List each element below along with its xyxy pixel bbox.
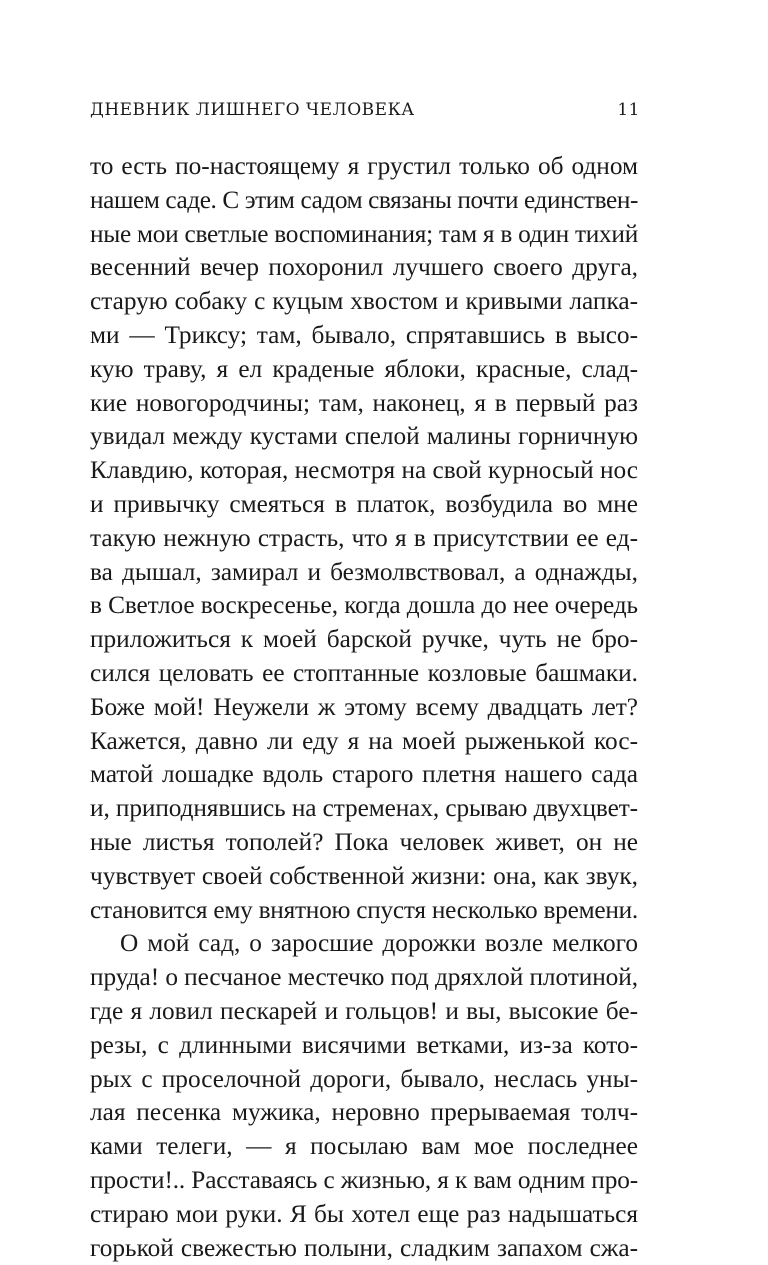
text-line: в Светлое воскресенье, когда дошла до нее очередь (90, 589, 638, 623)
text-line: чувствует своей собственной жизни: она, как звук, (90, 860, 638, 894)
text-line: рых с проселочной дороги, бывало, неслась уны- (90, 1063, 638, 1097)
text-line: прости!.. Расставаясь с жизнью, я к вам одним про- (90, 1164, 638, 1198)
text-line: старую собаку с куцым хвостом и кривыми лапка- (90, 285, 638, 319)
text-line: где я ловил пескарей и гольцов! и вы, высокие бе- (90, 995, 638, 1029)
text-line: сился целовать ее стоптанные козловые башмаки. (90, 657, 638, 691)
paragraph-1 (90, 150, 638, 927)
text-line: Боже мой! Неужели ж этому всему двадцать лет? (90, 691, 638, 725)
text-line: весенний вечер похоронил лучшего своего друга, (90, 251, 638, 285)
text-line: горькой свежестью полыни, сладким запахом сжа- (90, 1232, 638, 1265)
text-line: то есть по-настоящему я грустил только об одном (90, 150, 638, 184)
text-line: ва дышал, замирал и безмолвствовал, а однажды, (90, 556, 638, 590)
text-line: резы, с длинными висячими ветками, из-за кото- (90, 1029, 638, 1063)
body-text (90, 150, 638, 1265)
text-line: нашем саде. С этим садом связаны почти единствен- (90, 184, 638, 218)
text-line: Кажется, давно ли еду я на моей рыженькой кос- (90, 725, 638, 759)
text-line: ные мои светлые воспоминания; там я в один тихий (90, 218, 638, 252)
book-title: ДНЕВНИК ЛИШНЕГО ЧЕЛОВЕКА (90, 100, 415, 120)
text-line: пруда! о песчаное местечко под дряхлой плотиной, (90, 961, 638, 995)
text-line: Клавдию, которая, несмотря на свой курносый нос (90, 454, 638, 488)
text-line: и, приподнявшись на стременах, срываю двухцвет- (90, 792, 638, 826)
text-line: кую траву, я ел краденые яблоки, красные, слад- (90, 353, 638, 387)
text-line: становится ему внятною спустя несколько времени. (90, 894, 638, 928)
page-number: 11 (617, 100, 640, 120)
text-line: кие новогородчины; там, наконец, я в первый раз (90, 387, 638, 421)
text-line: такую нежную страсть, что я в присутствии ее ед- (90, 522, 638, 556)
text-line: приложиться к моей барской ручке, чуть не бро- (90, 623, 638, 657)
text-line: увидал между кустами спелой малины горничную (90, 420, 638, 454)
text-line: О мой сад, о заросшие дорожки возле мелкого (90, 927, 638, 961)
running-head (90, 100, 640, 124)
text-line: ные листья тополей? Пока человек живет, он не (90, 826, 638, 860)
text-line: и привычку смеяться в платок, возбудила во мне (90, 488, 638, 522)
text-line: стираю мои руки. Я бы хотел еще раз надышаться (90, 1198, 638, 1232)
text-line: ми — Триксу; там, бывало, спрятавшись в высо- (90, 319, 638, 353)
text-line: ками телеги, — я посылаю вам мое последнее (90, 1130, 638, 1164)
text-line: лая песенка мужика, неровно прерываемая толч- (90, 1096, 638, 1130)
paragraph-2 (90, 927, 638, 1265)
text-line: матой лошадке вдоль старого плетня нашего сада (90, 758, 638, 792)
